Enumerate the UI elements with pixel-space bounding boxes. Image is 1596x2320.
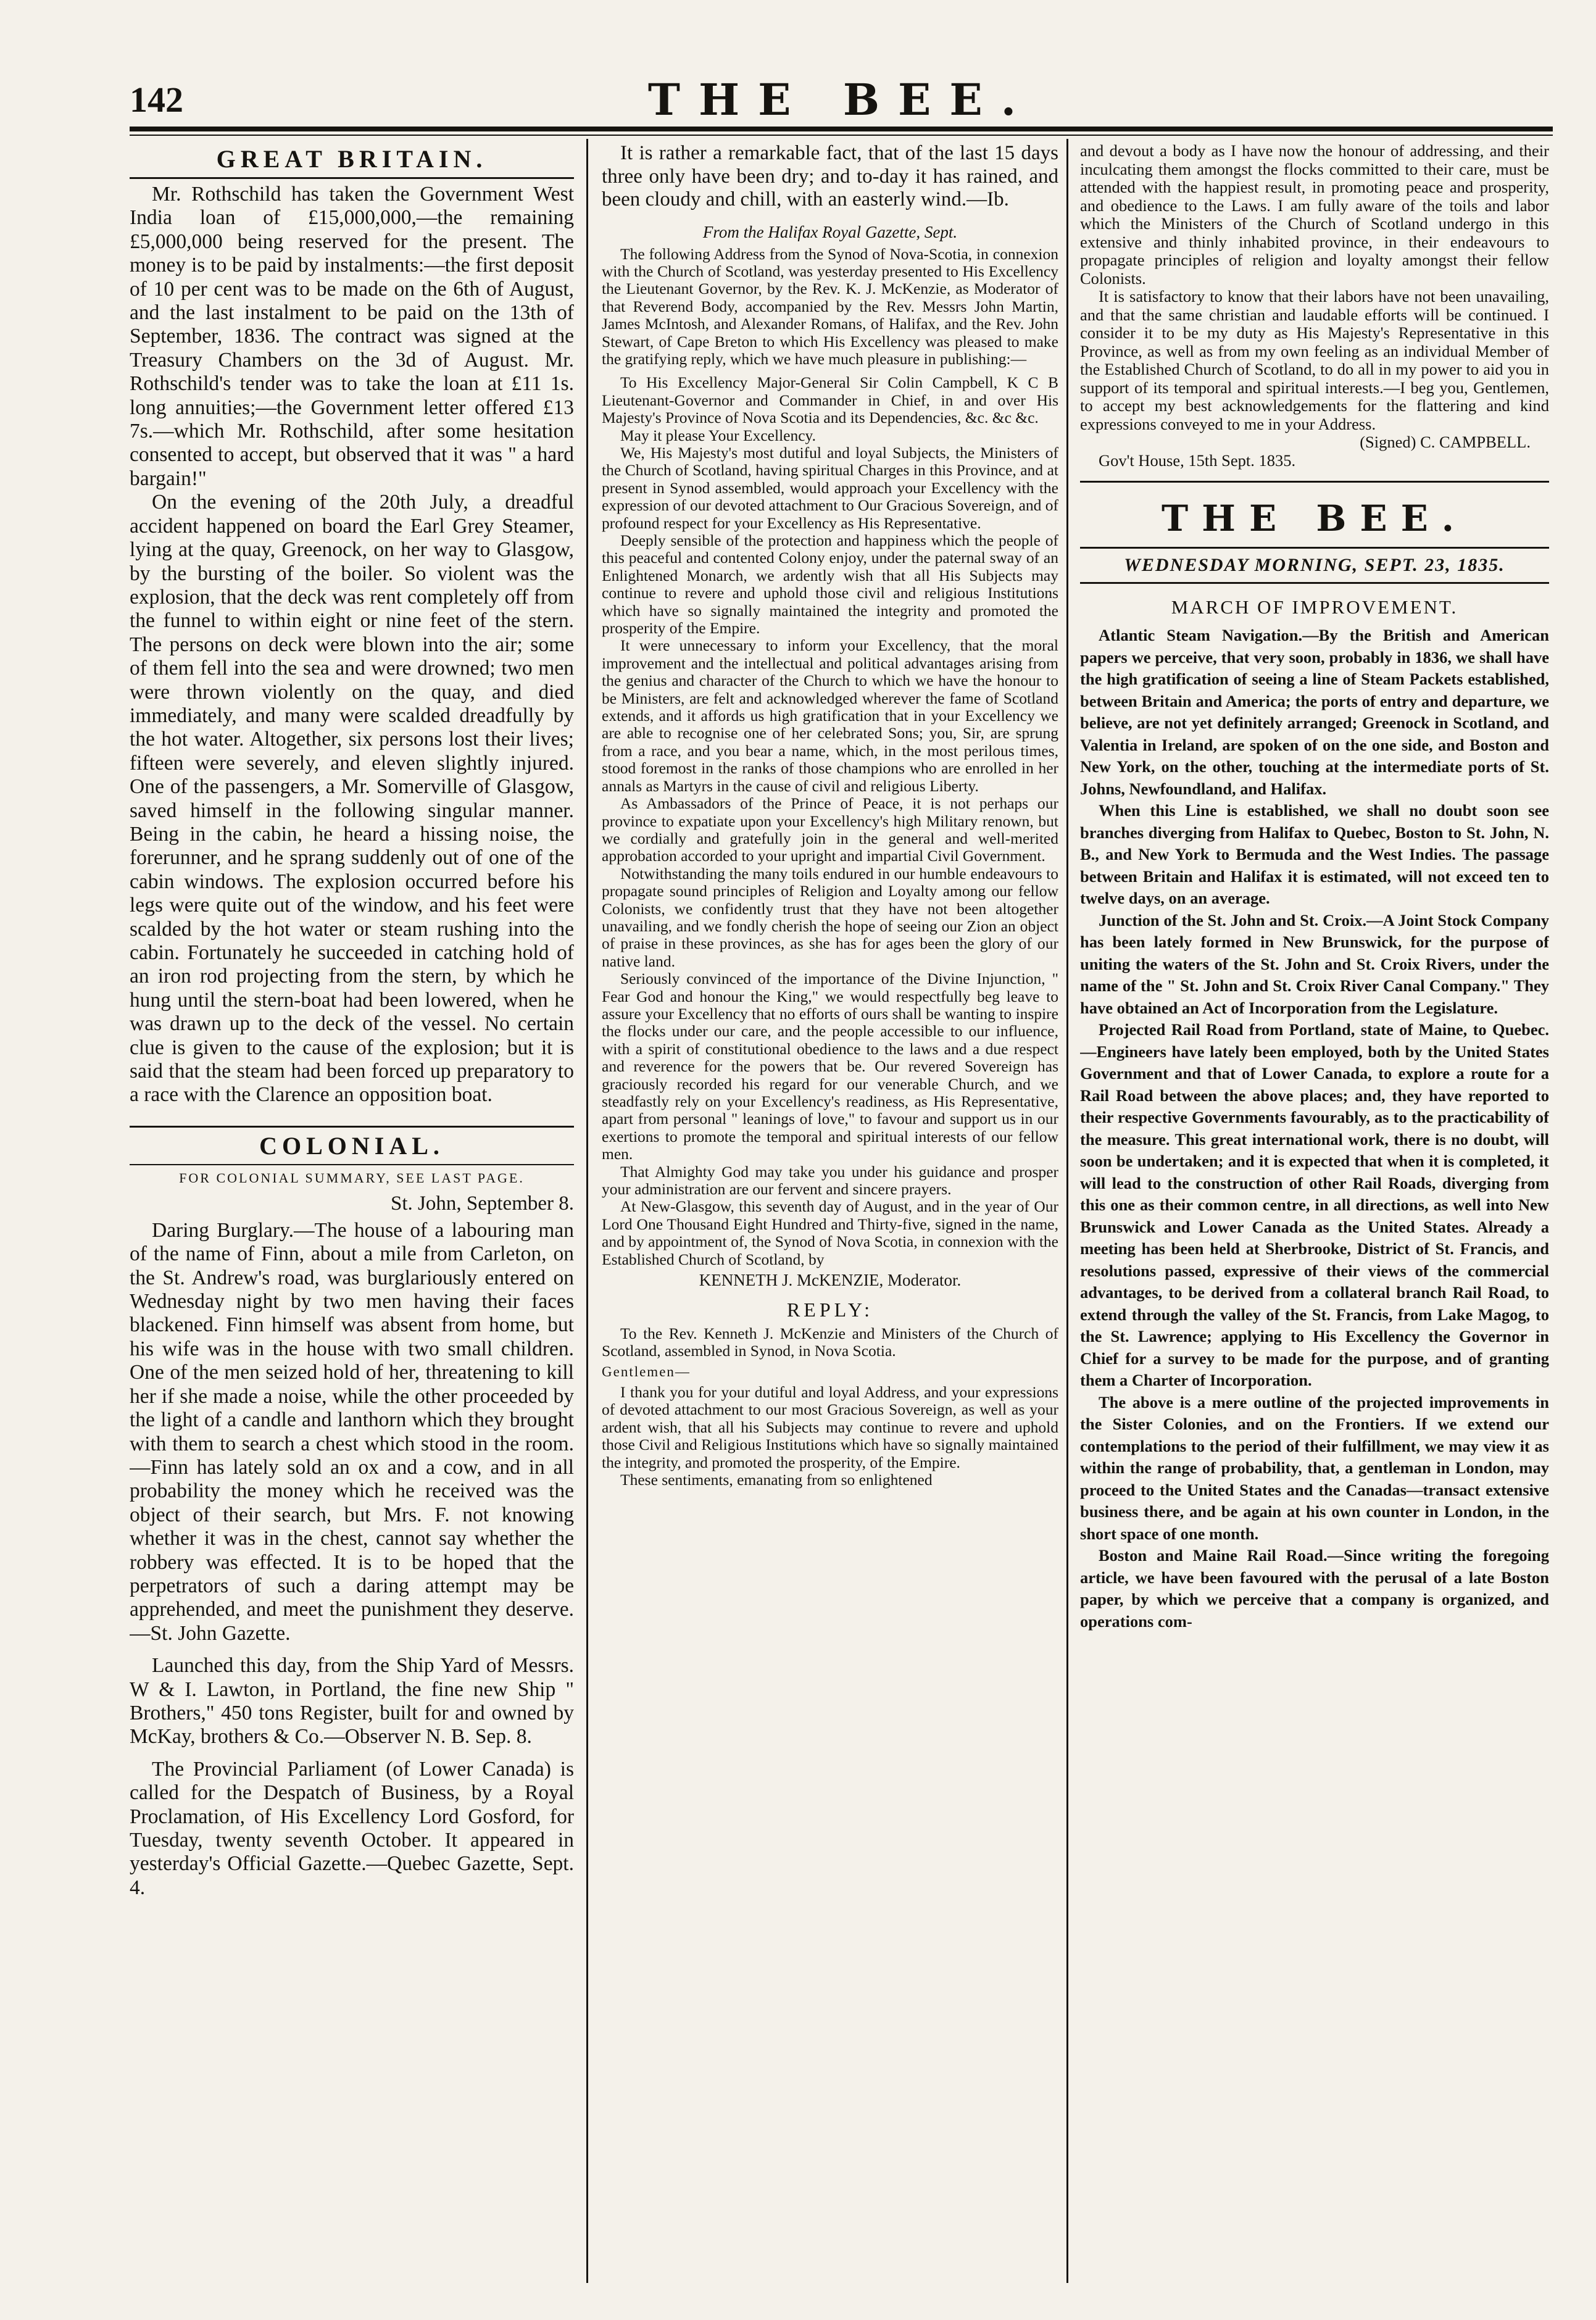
article-steamer-explosion: On the evening of the 20th July, a dreadful accident happened on board the Earl Grey Steamer, lying at the quay, Greenock, on her way to Glasgow, by the bursting of the boiler. So violent was the explosion, that the deck was rent completely off from the funnel to within eight or nine feet of the stern. The persons on deck were blown into the air; some of them fell into the sea and were drowned; two men were thrown violently on the quay, and died immediately, and many were scalded dreadfully by the hot water. Altogether, six persons lost their lives; fifteen were severely, and eleven slightly injured. One of the passengers, a Mr. Somerville of Glasgow, saved himself in the following singular manner. Being in the cabin, he heard a hissing noise, the forerunner, and he sprang suddenly out of one of the cabin windows. The explosion occurred before his legs were quite out of the window, and his feet were scalded by the hot water or steam rushing into the cabin. Fortunately he succeeded in catching hold of an iron rod projecting from the stern, by which he hung until the stern-boat had been lowered, when he was drawn up to the deck of the vessel. No certain clue is given to the cause of the explosion; but it is said that the steam had been forced up preparatory to a race with the Clarence an opposition boat. <box>130 491 574 1107</box>
article-provincial-parliament: The Provincial Parliament (of Lower Canada) is called for the Despatch of Business, by a Royal Proclamation, of His Excellency Lord Gosford, for Tuesday, twenty seventh October. It appeared in yesterday's Official Gazette.—Quebec Gazette, Sept. 4. <box>130 1757 574 1899</box>
section-heading-great-britain: GREAT BRITAIN. <box>216 145 488 173</box>
masthead <box>130 74 1553 142</box>
reply-heading: REPLY: <box>786 1299 874 1321</box>
article-st-john-st-croix: Junction of the St. John and St. Croix.—A Joint Stock Company has been lately formed in New Brunswick, for the purpose of uniting the waters of the St. John and St. Croix Rivers, under the name of the " St. John and St. Croix River Canal Company." They have obtained an Act of Incorporation from the Legislature. <box>1080 910 1549 1017</box>
article-burglary: Daring Burglary.—The house of a labouring man of the name of Finn, about a mile from Carleton, on the St. Andrew's road, was burglariously entered on Wednesday night by two men having their faces blackened. Finn himself was absent from home, but his wife was in the house with two small children. One of the men seized hold of her, threatening to kill her if she made a noise, while the other proceeded by the light of a candle and lanthorn which they brought with them to search a chest which stood in the room.—Finn has lately sold an ox and a cow, and in all probability the money which he received was the object of their search, but Mrs. F. not knowing whether it was in the chest, cannot say whether the robbery was effected. It is to be hoped that the perpetrators of such a daring attempt may be apprehended, and meet the punishment they deserve.—St. John Gazette. <box>130 1218 574 1645</box>
column-2 <box>602 142 1058 2283</box>
address-paragraph: At New-Glasgow, this seventh day of August, and in the year of Our Lord One Thousand Eight Hundred and Thirty-five, signed in the name, and by appointment of, the Synod of Nova Scotia, in connexion with the Established Church of Scotland, by <box>602 1197 1058 1268</box>
reply-signature: (Signed) C. CAMPBELL. <box>1360 433 1531 451</box>
address-paragraph: We, His Majesty's most dutiful and loyal Subjects, the Ministers of the Church of Scotland, having spiritual Charges in this Province, and at present in Synod assembled, would approach your Excellency with the expression of our devoted attachment to Our Gracious Sovereign, and of profound respect for your Excellency as His Representative. <box>602 443 1058 532</box>
article-weather: It is rather a remarkable fact, that of the last 15 days three only have been dry; and to-day it has rained, and been cloudy and chill, with an easterly wind.—Ib. <box>602 142 1058 210</box>
page-number: 142 <box>130 80 183 120</box>
column-3 <box>1080 142 1549 2283</box>
editorial-masthead: THE BEE. <box>1162 497 1468 539</box>
column-divider <box>1066 139 1068 2283</box>
section-rule <box>1080 547 1549 549</box>
column-divider <box>586 139 588 2283</box>
reply-paragraph: These sentiments, emanating from so enlightened <box>620 1470 933 1489</box>
section-rule <box>1080 582 1549 584</box>
reply-continuation: and devout a body as I have now the honour of addressing, and their inculcating them amongst the flocks committed to their care, must be attended with the happiest result, in promoting peace and prosperity, and obedience to the Laws. I am fully aware of the toils and labor which the Ministers of the Church of Scotland undergo in this extensive and thinly inhabited province, in their endeavours to propagate principles of religion and loyalty amongst their fellow Colonists. <box>1080 142 1549 288</box>
dateline: St. John, September 8. <box>391 1192 574 1215</box>
issue-date: WEDNESDAY MORNING, SEPT. 23, 1835. <box>1124 555 1505 575</box>
reply-place-date: Gov't House, 15th Sept. 1835. <box>1099 451 1296 470</box>
address-intro: The following Address from the Synod of Nova-Scotia, in connexion with the Church of Scotland, was yesterday presented to His Excellency the Lieutenant Governor, by the Rev. K. J. McKenzie, as Moderator of that Reverend Body, accompanied by the Rev. Messrs John Martin, James McIntosh, and Alexander Romans, of Halifax, and the Rev. John Stewart, of Cape Breton to which His Excellency was pleased to make the gratifying reply, which we have much pleasure in publishing:— <box>602 244 1058 368</box>
masthead-rule <box>130 127 1553 131</box>
address-opening: May it please Your Excellency. <box>620 426 817 444</box>
article-line-branches: When this Line is established, we shall no doubt soon see branches diverging from Halifax to Quebec, Boston to St. John, N. B., and New York to Bermuda and the West Indies. The passage between Britain and Halifax it is estimated, will not exceed ten to twelve days, on an average. <box>1080 801 1549 907</box>
article-ship-launch: Launched this day, from the Ship Yard of Messrs. W & I. Lawton, in Portland, the fine new Ship " Brothers," 450 tons Register, built for and owned by McKay, brothers & Co.—Observer N. B. Sep. 8. <box>130 1654 574 1748</box>
masthead-title: THE BEE. <box>647 74 1035 125</box>
colonial-summary-note: FOR COLONIAL SUMMARY, SEE LAST PAGE. <box>179 1170 525 1186</box>
section-heading-colonial: COLONIAL. <box>259 1131 444 1160</box>
article-portland-rail-road: Projected Rail Road from Portland, state of Maine, to Quebec.—Engineers have lately been employed, both by the United States Government and that of Lower Canada, to explore a route for a Rail Road between the above places; and, they have reported to their respective Governments favourably, as to the practicability of the measure. This great international work, there is no doubt, will soon be undertaken; and it is expected that when it is completed, it will lead to the construction of other Rail Roads, diverging from this one as their common centre, in all directions, as well into New Brunswick and Lower Canada as the United States. Already a meeting has been held at Sherbrooke, District of St. Francis, and resolutions passed, expressive of their views of the commercial advantages, to be derived from a collateral branch Rail Road, to extend through the valley of the St. Francis, from Lake Magog, to the St. Lawrence; applying to His Excellency the Governor in Chief for a survey to be made for the purpose, and of granting them a Charter of Incorporation. <box>1080 1020 1549 1389</box>
masthead-rule-thin <box>130 135 1553 136</box>
address-paragraph: Notwithstanding the many toils endured in our humble endeavours to propagate sound principles of Religion and Loyalty among our fellow Colonists, we confidently trust that they have not been altogether unavailing, and we fondly cherish the hope of seeing our Zion an object of praise in these provinces, as she has for ages been the glory of our native land. <box>602 864 1058 970</box>
article-steam-navigation: Atlantic Steam Navigation.—By the British and American papers we perceive, that very soon, probably in 1836, we shall have the high gratification of seeing a line of Steam Packets established, between Britain and America; the ports of entry and departure, we believe, are not yet definitely arranged; Greenock in Scotland, and Valentia in Ireland, are spoken of on the one side, and Boston and New York, on the other, touching at the intermediate ports of St. Johns, Newfoundland, and Halifax. <box>1080 626 1549 798</box>
address-recipient: To His Excellency Major-General Sir Colin Campbell, K C B Lieutenant-Governor and Commander in Chief, in and over His Majesty's Province of Nova Scotia and its Dependencies, &c. &c &c. <box>602 373 1058 427</box>
article-heading-march-of-improvement: MARCH OF IMPROVEMENT. <box>1171 596 1458 618</box>
article-boston-maine-rail-road: Boston and Maine Rail Road.—Since writing the foregoing article, we have been favoured with the perusal of a late Boston paper, by which we perceive that a company is organized, and operations com- <box>1080 1546 1549 1631</box>
address-paragraph: Deeply sensible of the protection and happiness which the people of this peaceful and contented Colony enjoy, under the paternal sway of an Enlightened Monarch, we ardently wish that all His Subjects may continue to revere and uphold those civil and religious Institutions which have so signally maintained the integrity and promoted the prosperity of the Empire. <box>602 531 1058 638</box>
section-rule <box>130 177 574 179</box>
reply-recipient: To the Rev. Kenneth J. McKenzie and Ministers of the Church of Scotland, assembled in Synod, in Nova Scotia. <box>602 1324 1058 1360</box>
article-rothschild-loan: Mr. Rothschild has taken the Government West India loan of £15,000,000,—the remaining £5,000,000 being reserved for the present. The money is to be paid by instalments:—the first deposit of 10 per cent was to be made on the 6th of August, and the last instalment to be paid on the 13th of September, 1836. The contract was signed at the Treasury Chambers on the 3d of August. Mr. Rothschild's tender was to take the loan at £11 1s. long annuities;—the Government letter offered £13 7s.—which Mr. Rothschild, after some hesitation consented to accept, but observed that it was " a hard bargain!" <box>130 183 574 490</box>
reply-paragraph: I thank you for your dutiful and loyal Address, and your expressions of devoted attachment to our most Gracious Sovereign, as well as your ardent wish, that all his Subjects may continue to revere and uphold those Civil and Religious Institutions which have so signally maintained the integrity, and promoted the prosperity, of the Empire. <box>602 1382 1058 1471</box>
reply-paragraph: It is satisfactory to know that their labors have not been unavailing, and that the same christian and laudable efforts will be continued. I consider it to be my duty as His Majesty's Representative in this Province, as well as from my own feeling as an individual Member of the Established Church of Scotland, to do all in my power to aid you in support of its temporal and spiritual interests.—I beg you, Gentlemen, to accept my best acknowledgements for the flattering and kind expressions conveyed to me in your Address. <box>1080 287 1549 433</box>
address-paragraph: As Ambassadors of the Prince of Peace, it is not perhaps our province to expatiate upon your Excellency's high Military renown, but we cordially and gratefully join in the general and well-merited approbation accorded to your upright and impartial Civil Government. <box>602 794 1058 865</box>
column-1 <box>130 142 574 2283</box>
article-outline-improvements: The above is a mere outline of the projected improvements in the Sister Colonies, and on the Frontiers. If we extend our contemplations to the period of their fulfillment, we may view it as within the range of probability, that, a gentleman in London, may proceed to the United States and the Canadas—transact extensive business there, and be again at his own counter in London, in the short space of one month. <box>1080 1392 1549 1543</box>
reply-salutation: Gentlemen— <box>602 1363 691 1379</box>
address-paragraph: That Almighty God may take you under his guidance and prosper your administration are our fervent and sincere prayers. <box>602 1162 1058 1199</box>
address-signature: KENNETH J. McKENZIE, Moderator. <box>699 1271 962 1290</box>
source-line: From the Halifax Royal Gazette, Sept. <box>702 222 958 241</box>
section-rule <box>1080 481 1549 483</box>
section-rule <box>130 1164 574 1165</box>
section-rule <box>130 1126 574 1128</box>
address-paragraph: Seriously convinced of the importance of the Divine Injunction, " Fear God and honour the King," we would respectfully beg leave to assure your Excellency that no efforts of ours shall be wanting to inspire the flocks under our care, and the people accessible to our influence, with a spirit of constitutional obedience to the laws and a due respect and reverence for the powers that be. Our revered Sovereign has graciously recorded his regard for our venerable Church, and we steadfastly rely on your Excellency's readiness, as His Representative, apart from personal " leanings of love," to favour and support us in our exertions to promote the temporal and spiritual interests of our fellow men. <box>602 970 1058 1163</box>
address-paragraph: It were unnecessary to inform your Excellency, that the moral improvement and the intellectual and political advantages arising from the genius and character of the Church to which we have the honour to be Ministers, are felt and acknowledged wherever the fame of Scotland extends, and it affords us high gratification that in your Excellency we are able to recognise one of her celebrated Sons; you, Sir, are sprung from a race, and you bear a name, which, in the most perilous times, stood foremost in the ranks of those champions who are enrolled in her annals as Martyrs in the cause of civil and religious Liberty. <box>602 636 1058 795</box>
